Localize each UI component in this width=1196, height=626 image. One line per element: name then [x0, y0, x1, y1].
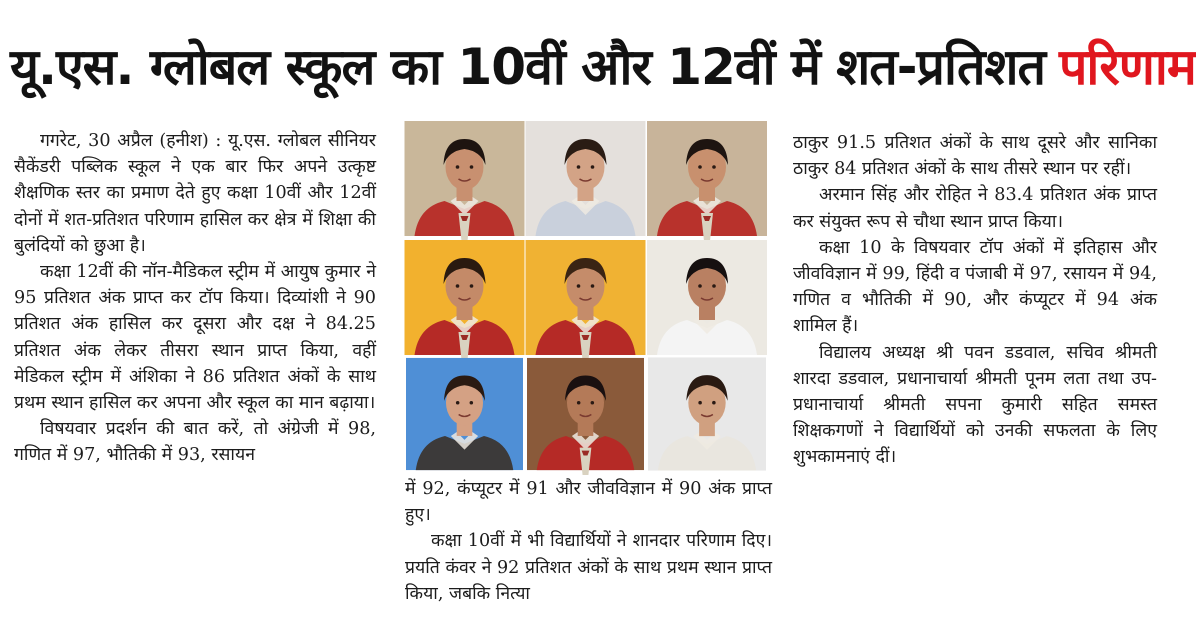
paragraph: कक्षा 10वीं में भी विद्यार्थियों ने शानदार परिणाम दिए। प्रयति कंवर ने 92 प्रतिशत अंकों के साथ प्रथम स्थान प्राप्त किया, जबकि नित्या — [405, 531, 772, 604]
article-column-3 — [793, 130, 1157, 471]
paragraph: में 92, कंप्यूटर में 91 और जीवविज्ञान में 90 अंक प्राप्त हुए। — [405, 479, 772, 526]
student-photo — [648, 121, 766, 236]
headline — [10, 22, 1196, 108]
headline-main: यू.एस. ग्लोबल स्कूल का 10वीं और 12वीं में शत-प्रतिशत — [10, 38, 1045, 96]
paragraph: ठाकुर 91.5 प्रतिशत अंकों के साथ दूसरे और सानिका ठाकुर 84 प्रतिशत अंकों के साथ तीसरे स्थान पर रहीं। — [793, 133, 1157, 180]
student-photo — [406, 359, 523, 469]
paragraph: अरमान सिंह और रोहित ने 83.4 प्रतिशत अंक प्राप्त कर संयुक्त रूप से चौथा स्थान प्राप्त किया। — [793, 185, 1157, 232]
paragraph: विषयवार प्रदर्शन की बात करें, तो अंग्रेजी में 98, गणित में 97, भौतिकी में 93, रसायन — [14, 419, 376, 466]
article-column-2 — [405, 476, 772, 607]
paragraph: कक्षा 10 के विषयवार टॉप अंकों में इतिहास और जीवविज्ञान में 99, हिंदी व पंजाबी में 97, रसायन में 94, गणित व भौतिकी में 90, और कंप्यूटर में 94 अंक शामिल हैं। — [793, 237, 1157, 337]
student-photo — [406, 121, 523, 236]
student-photo — [527, 121, 644, 236]
paragraph: कक्षा 12वीं की नॉन-मैडिकल स्ट्रीम में आयुष कुमार ने 95 प्रतिशत अंक प्राप्त कर टॉप किया। दिव्यांशी ने 90 प्रतिशत अंक हासिल कर दूसरा और दक्ष ने 84.25 प्रतिशत अंक लेकर तीसरा स्थान प्राप्त किया, वहीं मेडिकल स्ट्रीम में अंशिका ने 86 प्रतिशत अंकों के साथ प्रथम स्थान हासिल कर अपना और स्कूल का मान बढ़ाया। — [14, 262, 376, 414]
student-photo — [648, 359, 766, 469]
student-photo — [527, 359, 644, 469]
student-photo — [406, 240, 523, 355]
paragraph: विद्यालय अध्यक्ष श्री पवन डडवाल, सचिव श्रीमती शारदा डडवाल, प्रधानाचार्या श्रीमती पूनम लता तथा उप-प्रधानाचार्या श्रीमती सपना कुमारी सहित समस्त शिक्षकगणों ने विद्यार्थियों को उनकी सफलता के लिए शुभकामनाएं दीं। — [793, 342, 1157, 468]
student-photo — [527, 240, 644, 355]
student-photo-grid — [406, 121, 766, 469]
student-photo — [648, 240, 766, 355]
paragraph: गगरेट, 30 अप्रैल (हनीश) : यू.एस. ग्लोबल सीनियर सैकेंडरी पब्लिक स्कूल ने एक बार फिर अपने उत्कृष्ट शैक्षणिक स्तर का प्रमाण देते हुए कक्षा 10वीं और 12वीं दोनों में शत-प्रतिशत परिणाम हासिल कर क्षेत्र में शिक्षा की बुलंदियों को छुआ है। — [14, 131, 376, 256]
headline-accent: परिणाम — [1058, 38, 1196, 96]
article-column-1 — [14, 128, 376, 469]
